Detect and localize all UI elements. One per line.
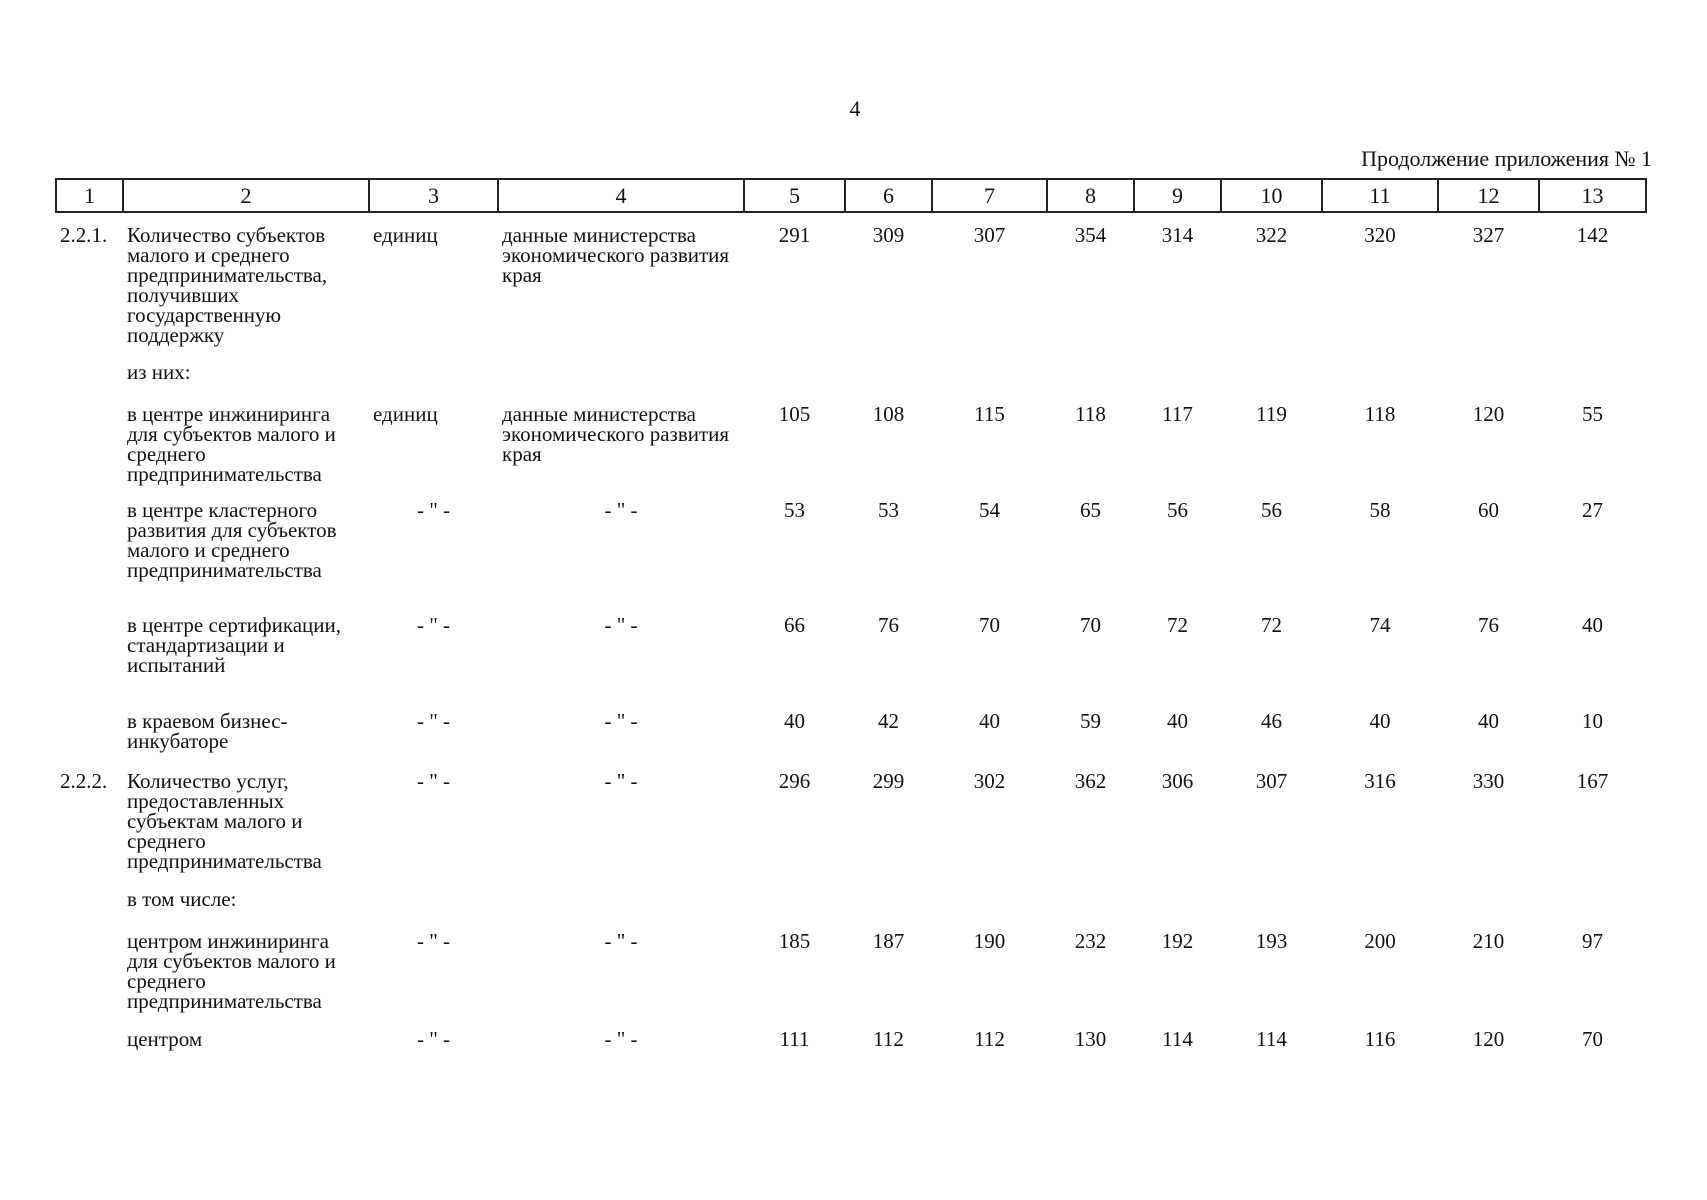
row-value: 105: [778, 402, 811, 426]
row-value: 114: [1256, 1027, 1287, 1051]
row-value: [1221, 889, 1322, 931]
row-value: [744, 362, 845, 404]
row-value: 307: [973, 223, 1006, 247]
row-unit: [369, 889, 498, 931]
row-name: в центре инжиниринга для субъектов малого и среднего предпринимательства: [127, 402, 336, 486]
row-value: 76: [878, 613, 899, 637]
row-code: [56, 1029, 123, 1069]
row-value: 116: [1364, 1027, 1396, 1051]
row-value: 97: [1582, 929, 1603, 953]
row-value: [1539, 889, 1646, 931]
row-value: 120: [1472, 402, 1505, 426]
row-value: [1539, 362, 1646, 404]
row-unit: - " -: [416, 929, 451, 953]
row-name: в центре кластерного развития для субъектов малого и среднего предпринимательства: [127, 498, 337, 582]
row-value: 307: [1255, 769, 1288, 793]
row-name: Количество услуг, предоставленных субъектам малого и среднего предпринимательства: [127, 769, 322, 873]
row-source: - " -: [604, 498, 638, 522]
col-header: 11: [1322, 179, 1438, 212]
row-subheading: из них:: [127, 360, 191, 384]
row-value: 309: [872, 223, 905, 247]
col-header: 6: [845, 179, 932, 212]
row-value: 119: [1256, 402, 1287, 426]
row-source: данные министерства экономического развития края: [502, 223, 730, 287]
row-value: 40: [1478, 709, 1499, 733]
row-value: 232: [1074, 929, 1107, 953]
continuation-note: Продолжение приложения № 1: [1361, 146, 1652, 171]
row-source: [498, 362, 744, 404]
row-value: 316: [1364, 769, 1396, 793]
row-code: 2.2.1.: [60, 223, 108, 247]
col-header: 10: [1221, 179, 1322, 212]
row-code: 2.2.2.: [60, 769, 108, 793]
row-subheading: в том числе:: [127, 887, 237, 911]
col-header: 3: [369, 179, 498, 212]
row-value: [1438, 889, 1539, 931]
header-row: [56, 179, 1646, 212]
row-unit: [369, 362, 498, 404]
row-code: [56, 711, 123, 771]
row-code: [56, 362, 123, 404]
row-source: данные министерства экономического развития края: [502, 402, 730, 466]
row-value: 118: [1075, 402, 1106, 426]
row-value: 120: [1472, 1027, 1505, 1051]
row-value: [1438, 362, 1539, 404]
row-value: 59: [1080, 709, 1101, 733]
row-unit: - " -: [416, 498, 451, 522]
row-value: 115: [974, 402, 1005, 426]
col-header: 9: [1134, 179, 1221, 212]
row-value: 55: [1582, 402, 1603, 426]
page-number: 4: [849, 96, 861, 121]
row-value: 72: [1261, 613, 1282, 637]
row-value: [1047, 889, 1134, 931]
row-value: 320: [1364, 223, 1396, 247]
row-value: 56: [1167, 498, 1188, 522]
row-value: 210: [1472, 929, 1505, 953]
table-row: [56, 711, 1646, 771]
col-header: 13: [1539, 179, 1646, 212]
row-value: 112: [974, 1027, 1005, 1051]
row-value: 187: [872, 929, 905, 953]
table-row: [56, 500, 1646, 615]
col-header: 5: [744, 179, 845, 212]
row-value: 114: [1162, 1027, 1193, 1051]
row-value: 53: [878, 498, 899, 522]
row-value: 291: [778, 223, 811, 247]
table-body: [56, 212, 1646, 1069]
row-value: 142: [1576, 223, 1609, 247]
row-value: 117: [1162, 402, 1193, 426]
row-value: [1047, 362, 1134, 404]
row-value: [1134, 889, 1221, 931]
table-row: [56, 404, 1646, 500]
row-code: [56, 615, 123, 711]
row-source: [498, 889, 744, 931]
row-value: 74: [1369, 613, 1391, 637]
row-value: [1322, 362, 1438, 404]
table-row: [56, 362, 1646, 404]
row-value: [845, 889, 932, 931]
row-value: 70: [1582, 1027, 1603, 1051]
row-source: - " -: [604, 929, 638, 953]
row-value: 193: [1255, 929, 1288, 953]
row-unit: единиц: [373, 223, 438, 247]
row-name: Количество субъектов малого и среднего предпринимательства, получивших государственную поддержку: [127, 223, 328, 347]
row-value: 118: [1364, 402, 1396, 426]
row-value: 111: [779, 1027, 810, 1051]
row-value: 65: [1080, 498, 1101, 522]
row-value: 40: [1369, 709, 1391, 733]
row-unit: - " -: [416, 709, 451, 733]
row-name: центром инжиниринга для субъектов малого и среднего предпринимательства: [127, 929, 336, 1013]
row-value: 185: [778, 929, 811, 953]
table-row: [56, 889, 1646, 931]
row-source: - " -: [604, 613, 638, 637]
row-value: 108: [872, 402, 905, 426]
row-value: 299: [872, 769, 905, 793]
row-value: 330: [1472, 769, 1505, 793]
row-unit: - " -: [416, 1027, 451, 1051]
row-value: [1322, 889, 1438, 931]
row-value: 70: [1080, 613, 1101, 637]
row-value: 354: [1074, 223, 1107, 247]
row-value: 58: [1369, 498, 1391, 522]
row-name: в центре сертификации, стандартизации и испытаний: [127, 613, 342, 677]
table-row: [56, 615, 1646, 711]
row-value: 314: [1161, 223, 1194, 247]
col-header: 8: [1047, 179, 1134, 212]
row-value: 112: [873, 1027, 904, 1051]
col-header: 2: [123, 179, 369, 212]
row-source: - " -: [604, 709, 638, 733]
row-value: 40: [784, 709, 805, 733]
row-value: 46: [1261, 709, 1282, 733]
row-value: [1221, 362, 1322, 404]
row-value: 190: [973, 929, 1006, 953]
row-name: в краевом бизнес-инкубаторе: [127, 709, 288, 753]
row-value: 66: [784, 613, 805, 637]
row-value: 42: [878, 709, 899, 733]
row-value: 70: [979, 613, 1000, 637]
row-value: 27: [1582, 498, 1603, 522]
row-value: 76: [1478, 613, 1499, 637]
row-value: 327: [1472, 223, 1505, 247]
row-value: 192: [1161, 929, 1194, 953]
row-source: - " -: [604, 769, 638, 793]
row-value: [845, 362, 932, 404]
row-value: 40: [1167, 709, 1188, 733]
row-value: 362: [1074, 769, 1107, 793]
row-value: 56: [1261, 498, 1282, 522]
row-value: 200: [1364, 929, 1396, 953]
row-value: [1134, 362, 1221, 404]
row-value: [932, 362, 1047, 404]
row-unit: - " -: [416, 613, 451, 637]
row-unit: - " -: [416, 769, 451, 793]
row-value: 306: [1161, 769, 1194, 793]
row-code: [56, 931, 123, 1029]
row-value: 54: [979, 498, 1000, 522]
row-value: [932, 889, 1047, 931]
row-value: 53: [784, 498, 805, 522]
row-value: 296: [778, 769, 811, 793]
col-header: 7: [932, 179, 1047, 212]
col-header: 12: [1438, 179, 1539, 212]
row-value: [744, 889, 845, 931]
row-unit: единиц: [373, 402, 438, 426]
row-name: центром: [127, 1027, 203, 1051]
row-code: [56, 500, 123, 615]
col-header: 4: [498, 179, 744, 212]
col-header: 1: [56, 179, 123, 212]
data-table: [55, 178, 1647, 1069]
row-value: 72: [1167, 613, 1188, 637]
table-row: [56, 931, 1646, 1029]
row-code: [56, 404, 123, 500]
row-value: 322: [1255, 223, 1288, 247]
table-row: [56, 212, 1646, 362]
row-source: - " -: [604, 1027, 638, 1051]
row-value: 40: [979, 709, 1000, 733]
row-value: 167: [1576, 769, 1609, 793]
table-row: [56, 771, 1646, 889]
row-value: 40: [1582, 613, 1603, 637]
row-value: 60: [1478, 498, 1499, 522]
row-code: [56, 889, 123, 931]
row-value: 10: [1582, 709, 1603, 733]
row-value: 302: [973, 769, 1006, 793]
row-value: 130: [1074, 1027, 1107, 1051]
table-row: [56, 1029, 1646, 1069]
